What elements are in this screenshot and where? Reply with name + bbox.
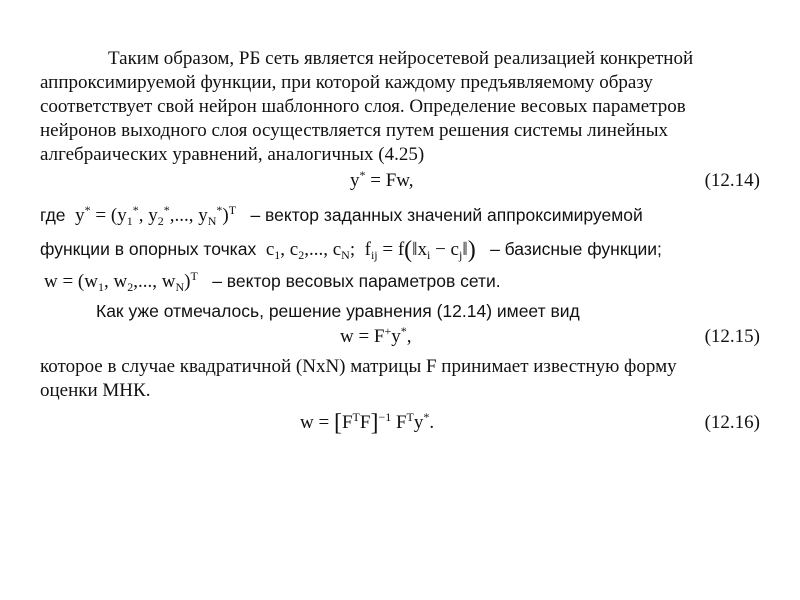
vector-w: $w = (w_1$, $w_2$,..., $w_N)^T$ — [44, 269, 198, 294]
paragraph2-line1: Как уже отмечалось, решение уравнения (12.14) имеет вид — [96, 301, 580, 321]
equation-number-12-14: (12.14) — [704, 170, 760, 191]
basis-line — [40, 238, 662, 261]
where-text: – вектор заданных значений аппроксимируемой — [250, 205, 643, 225]
paragraph3-line2: оценки МНК. — [40, 380, 151, 401]
paragraph1-line4: нейронов выходного слоя осуществляется путем решения системы линейных — [40, 120, 668, 141]
equation-12-15: w = F+y*, — [340, 324, 412, 347]
basis-text: – базисные функции; — [490, 239, 662, 259]
paragraph1-line2: аппроксимируемой функции, при которой каждому предъявляемому образу — [40, 72, 653, 93]
basis-prefix: функции в опорных точках — [40, 239, 257, 259]
paragraph1-line5: алгебраических уравнений, аналогичных (4.25) — [40, 144, 425, 165]
paragraph3-line1: которое в случае квадратичной (NxN) матрицы F принимает известную форму — [40, 356, 677, 377]
equation-12-16: $w = [F^TF]^{-1}$ $F^Ty^*$. — [300, 410, 435, 436]
w-text: – вектор весовых параметров сети. — [212, 271, 501, 291]
equation-12-14: y* = Fw, — [350, 168, 414, 191]
equation-number-12-15: (12.15) — [704, 326, 760, 347]
w-line — [44, 270, 501, 293]
where-prefix: где — [40, 205, 66, 225]
basis-formula: $c_1$, $c_2$,..., $c_N$; $f_{ij}$ = $f(‖x_i$ − $c_j‖$) — [261, 237, 476, 263]
paragraph1-line3: соответствует свой нейрон шаблонного слоя. Определение весовых параметров — [40, 96, 686, 117]
equation-number-12-16: (12.16) — [704, 412, 760, 433]
where-line — [40, 204, 643, 227]
paragraph1-line1: Таким образом, РБ сеть является нейросетевой реализацией конкретной — [108, 48, 694, 69]
vector-y-star: $y^* = (y_1^*$, $y_2^*$,..., $y_N^*)^T$ — [70, 203, 237, 228]
